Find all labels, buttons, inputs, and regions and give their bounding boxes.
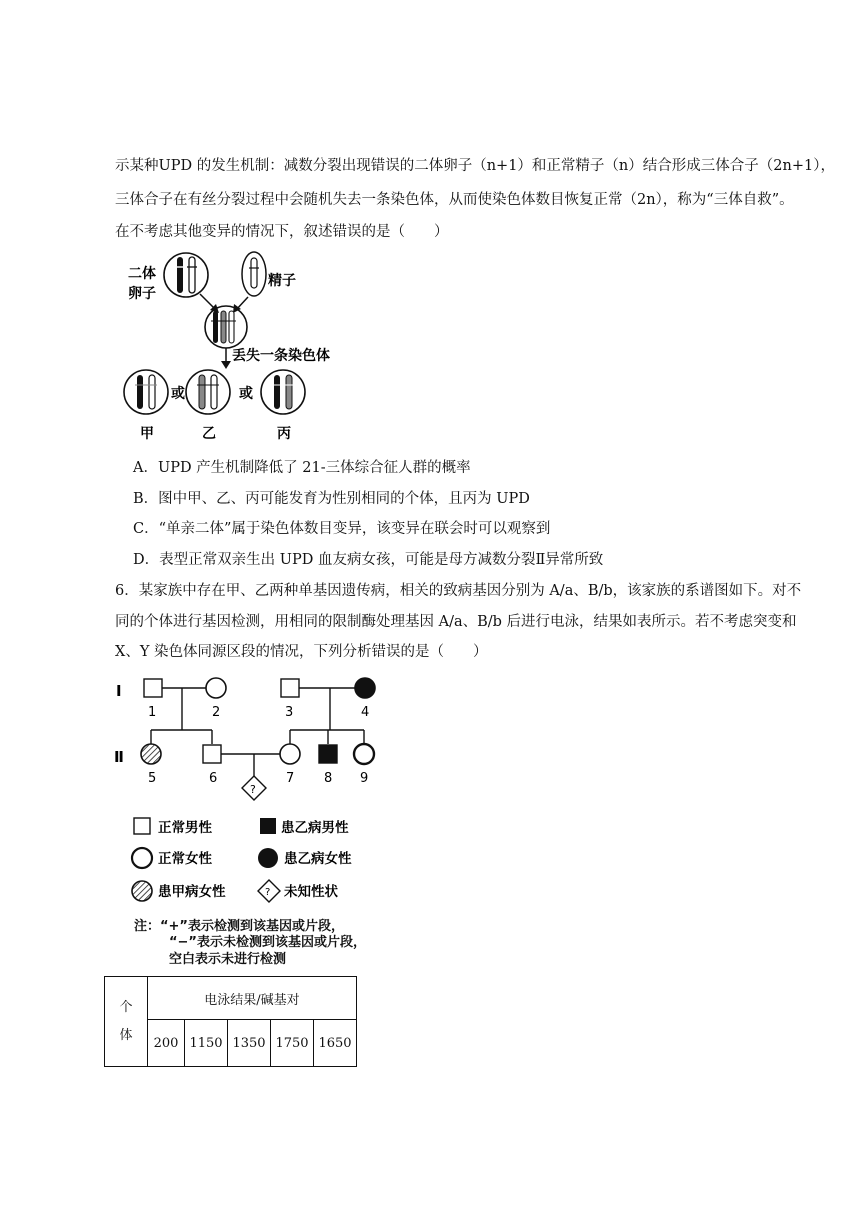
egg-cell [164,253,208,297]
individual-1 [144,679,162,697]
egg-label-2: 卵子 [128,286,156,302]
individual-7 [280,744,300,764]
q5-intro-line-1: 示某种UPD 的发生机制：减数分裂出现错误的二体卵子（n+1）和正常精子（n）结合形成三体合子（2n+1）， [115,158,835,174]
sperm-cell [242,252,266,296]
individual-9 [354,744,374,764]
id-3: 3 [285,705,294,720]
individual-6 [203,745,221,763]
bp-column-header: 1150 [185,1020,228,1067]
id-5: 5 [148,771,157,786]
id-7: 7 [286,771,295,786]
individual-8 [319,745,337,763]
egg-label-1: 二体 [128,266,156,282]
legend-yi-male-symbol [260,818,276,834]
id-1: 1 [148,705,157,720]
legend-normal-male: 正常男性 [158,820,212,836]
option-c: C．“单亲二体”属于染色体数目变异，该变异在联会时可以观察到 [133,521,551,537]
individual-2 [206,678,226,698]
legend-normal-female: 正常女性 [158,851,212,867]
option-b: B．图中甲、乙、丙可能发育为性别相同的个体，且丙为 UPD [133,491,530,507]
individual-header [105,977,148,1067]
label-jia: 甲 [140,426,154,442]
cell-yi [186,370,230,414]
individual-header-1: 个 [119,999,133,1015]
q5-intro-line-2: 三体合子在有丝分裂过程中会随机失去一条染色体，从而使染色体数目恢复正常（2n），称为“三体自救”。 [115,192,794,208]
individual-4 [355,678,375,698]
q6-stem-line-2: 同的个体进行基因检测，用相同的限制酶处理基因 A/a、B/b 后进行电泳，结果如表所示。若不考虑突变和 [115,614,797,630]
q6-stem-line-1: 6．某家族中存在甲、乙两种单基因遗传病，相关的致病基因分别为 A/a、B/b，该家族的系谱图如下。对不 [115,583,802,599]
cell-jia [124,370,168,414]
bp-column-header: 200 [148,1020,185,1067]
electrophoresis-table [104,976,357,1067]
trisomy-rescue-figure [120,248,350,448]
q5-intro-line-3: 在不考虑其他变异的情况下，叙述错误的是（ ） [115,224,449,240]
id-6: 6 [209,771,218,786]
individual-5 [141,744,161,764]
generation-2-label: Ⅱ [114,748,124,766]
trisomic-zygote [205,306,247,348]
id-2: 2 [212,705,221,720]
or-2: 或 [239,386,253,402]
individual-3 [281,679,299,697]
sperm-label: 精子 [268,273,296,289]
id-8: 8 [324,771,333,786]
legend-normal-male-symbol [134,818,150,834]
pedigree-legend [128,814,378,910]
cell-bing [261,370,305,414]
label-yi: 乙 [202,426,216,442]
pedigree-chart [110,670,390,805]
generation-1-label: I [116,682,122,700]
note-line-2: “−”表示未检测到该基因或片段， [169,935,366,950]
individual-header-2: 体 [119,1027,133,1043]
q6-stem-line-3: X、Y 染色体同源区段的情况，下列分析错误的是（ ） [115,644,488,660]
or-1: 或 [171,386,185,402]
legend-normal-female-symbol [132,848,152,868]
id-9: 9 [360,771,369,786]
legend-jia-female-symbol [132,881,152,901]
legend-unknown-mark: ? [265,887,271,898]
option-a: A．UPD 产生机制降低了 21-三体综合征人群的概率 [133,460,471,476]
bp-column-header: 1350 [228,1020,271,1067]
option-d: D．表型正常双亲生出 UPD 血友病女孩，可能是母方减数分裂Ⅱ异常所致 [133,552,604,568]
legend-yi-female-symbol [258,848,278,868]
bp-column-header: 1750 [271,1020,314,1067]
arrow-label: 丢失一条染色体 [232,348,330,364]
bp-column-header: 1650 [314,1020,357,1067]
note-line-3: 空白表示未进行检测 [169,952,287,967]
legend-jia-female: 患甲病女性 [158,884,226,900]
id-4: 4 [361,705,370,720]
note-line-1: 注：“+”表示检测到该基因或片段， [134,919,344,934]
label-bing: 丙 [277,426,291,442]
legend-yi-female: 患乙病女性 [284,851,352,867]
legend-yi-male: 患乙病男性 [281,820,349,836]
result-header: 电泳结果/碱基对 [148,977,357,1020]
unknown-child-mark: ? [250,783,256,796]
legend-unknown-sex: 未知性状 [284,884,338,900]
